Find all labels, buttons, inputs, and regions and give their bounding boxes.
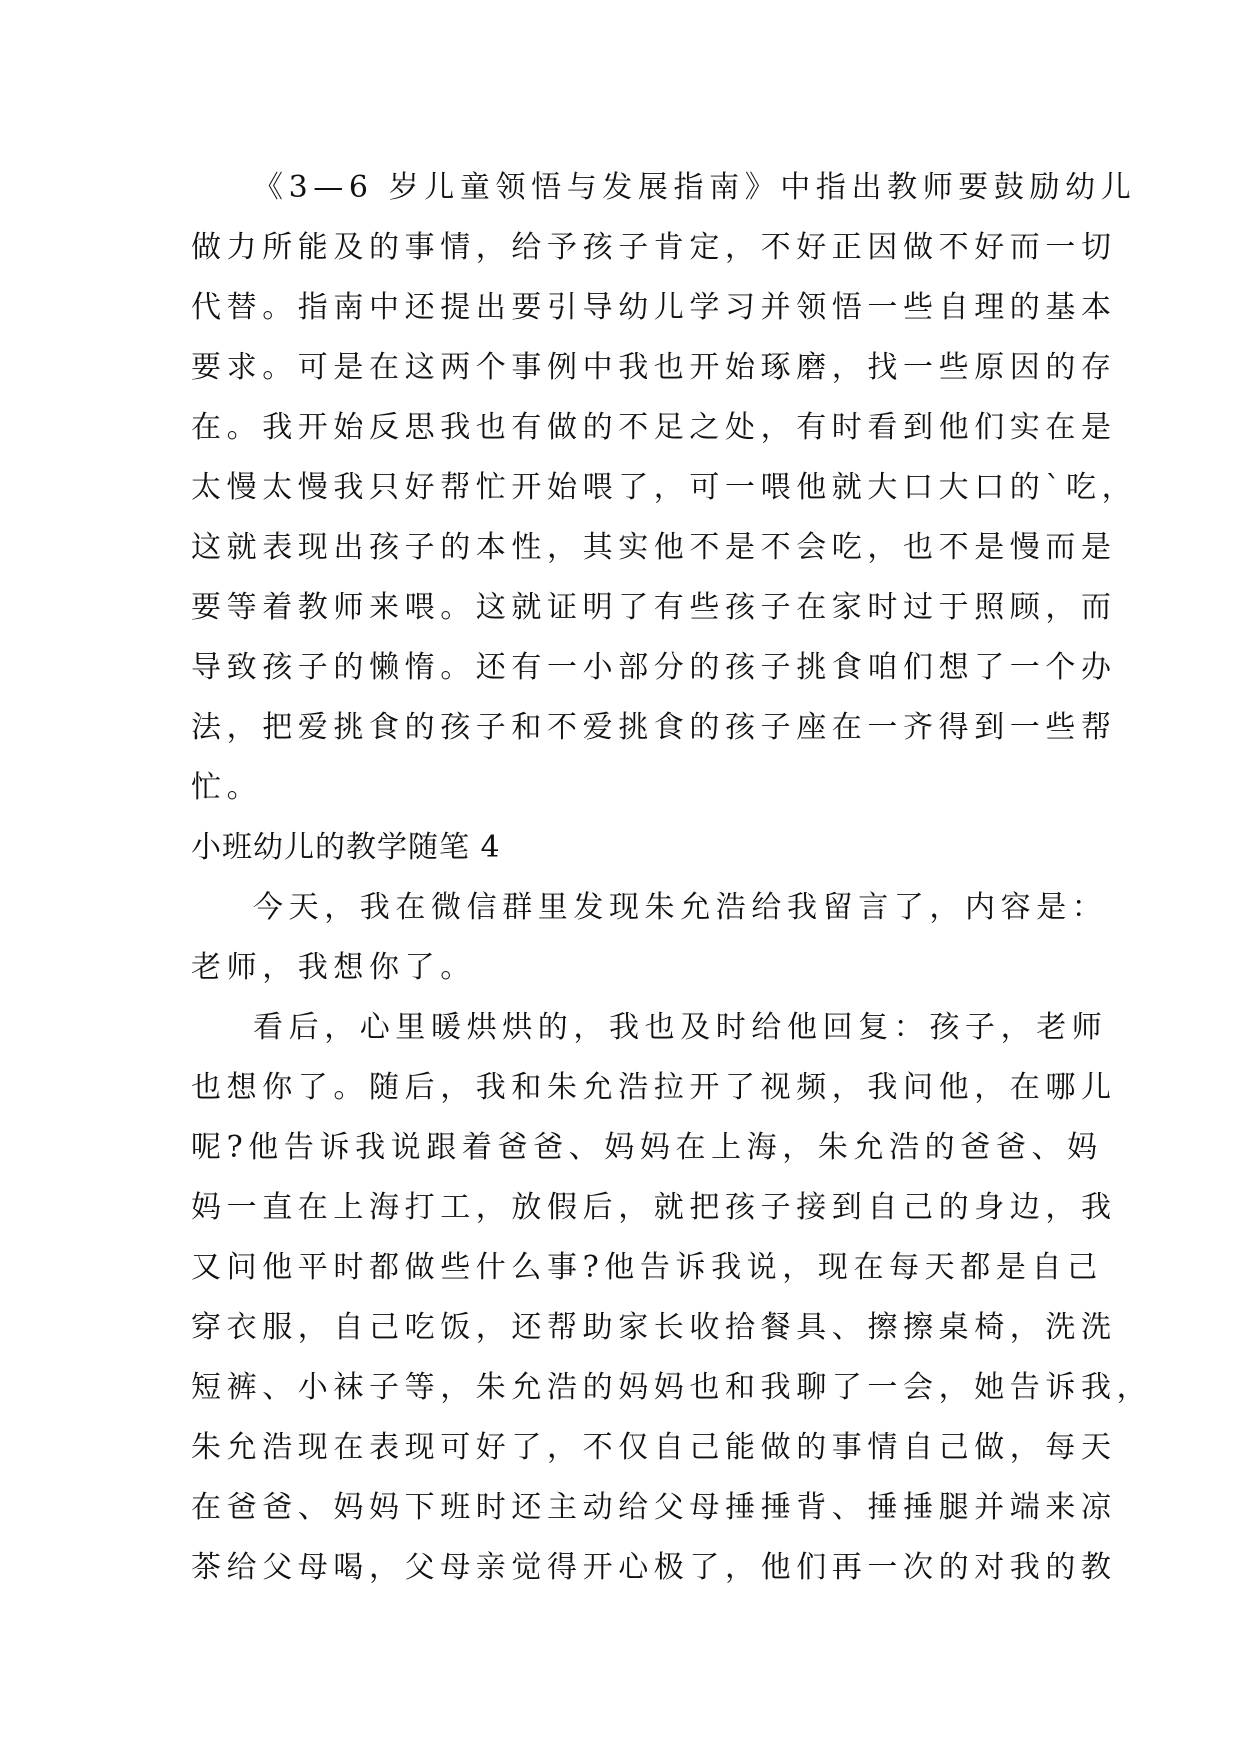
paragraph-line: 看后，心里暖烘烘的，我也及时给他回复：孩子，老师 — [253, 1010, 1108, 1045]
paragraph-line: 老师，我想你了。 — [191, 950, 476, 985]
paragraph-line: 今天，我在微信群里发现朱允浩给我留言了，内容是： — [253, 890, 1108, 925]
paragraph-line: 妈一直在上海打工，放假后，就把孩子接到自己的身边，我 — [191, 1190, 1117, 1225]
paragraph-3 — [191, 998, 1153, 1598]
paragraph-line: 又问他平时都做些什么事?他告诉我说，现在每天都是自己 — [191, 1250, 1103, 1285]
paragraph-line: 导致孩子的懒惰。还有一小部分的孩子挑食咱们想了一个办 — [191, 650, 1117, 685]
paragraph-line: 法，把爱挑食的孩子和不爱挑食的孩子座在一齐得到一些帮 — [191, 710, 1117, 745]
section-heading: 小班幼儿的教学随笔 4 — [191, 830, 501, 865]
paragraph-1 — [191, 158, 1138, 818]
paragraph-line: 穿衣服，自己吃饭，还帮助家长收拾餐具、擦擦桌椅，洗洗 — [191, 1310, 1117, 1345]
paragraph-line: 做力所能及的事情，给予孩子肯定，不好正因做不好而一切 — [191, 230, 1117, 265]
paragraph-line: 在。我开始反思我也有做的不足之处，有时看到他们实在是 — [191, 410, 1117, 445]
paragraph-line: 代替。指南中还提出要引导幼儿学习并领悟一些自理的基本 — [191, 290, 1117, 325]
paragraph-2 — [191, 878, 1108, 998]
paragraph-line: 朱允浩现在表现可好了，不仅自己能做的事情自己做，每天 — [191, 1430, 1117, 1465]
paragraph-line: 呢?他告诉我说跟着爸爸、妈妈在上海，朱允浩的爸爸、妈 — [191, 1130, 1103, 1165]
paragraph-line: 《3—6 岁儿童领悟与发展指南》中指出教师要鼓励幼儿 — [253, 170, 1137, 205]
paragraph-line: 这就表现出孩子的本性，其实他不是不会吃，也不是慢而是 — [191, 530, 1117, 565]
paragraph-line: 也想你了。随后，我和朱允浩拉开了视频，我问他，在哪儿 — [191, 1070, 1117, 1105]
paragraph-line: 忙。 — [191, 770, 263, 805]
paragraph-line: 在爸爸、妈妈下班时还主动给父母捶捶背、捶捶腿并端来凉 — [191, 1490, 1117, 1525]
paragraph-line: 要等着教师来喂。这就证明了有些孩子在家时过于照顾，而 — [191, 590, 1117, 625]
paragraph-line: 太慢太慢我只好帮忙开始喂了，可一喂他就大口大口的`吃， — [191, 470, 1138, 505]
paragraph-line: 短裤、小袜子等，朱允浩的妈妈也和我聊了一会，她告诉我， — [191, 1370, 1153, 1405]
paragraph-line: 茶给父母喝，父母亲觉得开心极了，他们再一次的对我的教 — [191, 1550, 1117, 1585]
paragraph-line: 要求。可是在这两个事例中我也开始琢磨，找一些原因的存 — [191, 350, 1117, 385]
document-page — [191, 158, 1153, 1598]
